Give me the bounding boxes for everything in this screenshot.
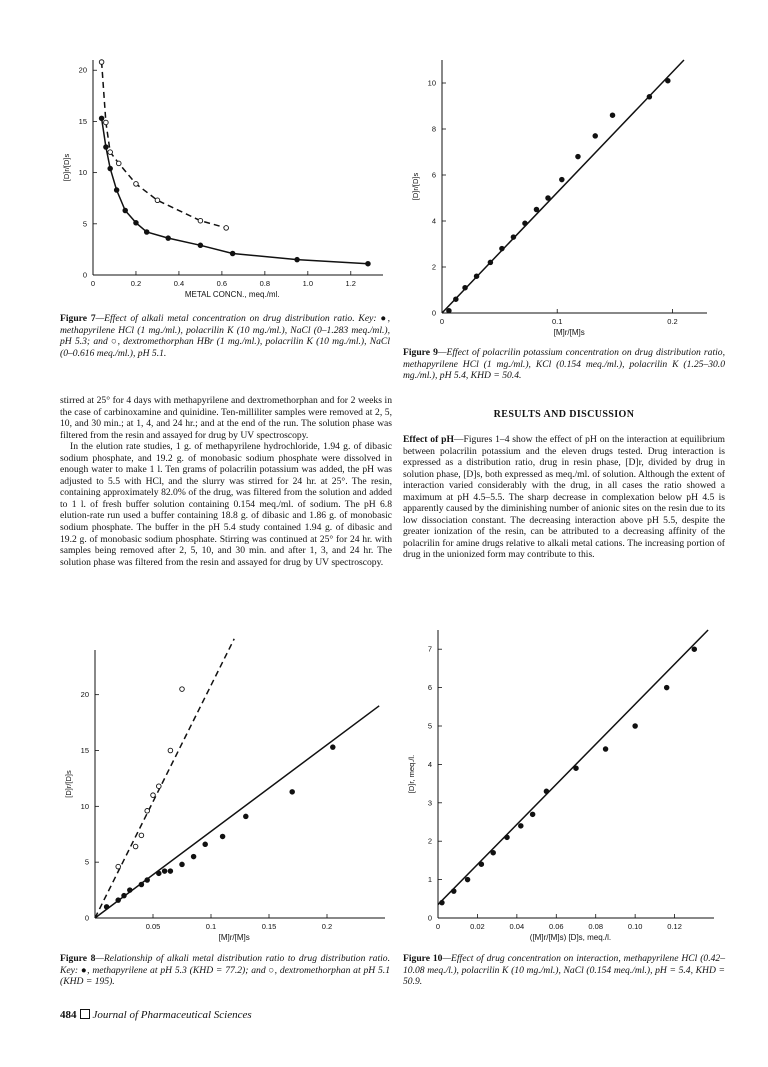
journal-name: Journal of Pharmaceutical Sciences [92, 1009, 252, 1021]
y-tick-label: 3 [427, 798, 432, 808]
data-point-series-1 [191, 854, 196, 859]
section-heading: RESULTS AND DISCUSSION [493, 409, 635, 420]
data-point-series-1 [666, 78, 671, 83]
subhead-effect-of-ph: Effect of pH [403, 434, 454, 445]
data-point-series-2 [145, 809, 150, 814]
figure-8-chart [55, 640, 395, 945]
data-point-series-1 [162, 869, 167, 874]
y-tick-label: 20 [78, 65, 87, 75]
data-point-series-1 [610, 113, 615, 118]
data-point-series-2 [133, 844, 138, 849]
data-point-series-1 [180, 862, 185, 867]
y-axis-label: [D]r, meq./l. [407, 754, 416, 794]
data-point-series-1 [560, 177, 565, 182]
data-point-series-1 [104, 905, 109, 910]
y-tick-label: 20 [80, 690, 89, 700]
data-point-series-1 [203, 842, 208, 847]
y-tick-label: 0 [431, 308, 436, 318]
data-point-series-1 [463, 285, 468, 290]
data-point-series-1 [544, 789, 549, 794]
data-point-series-2 [104, 120, 109, 125]
figure-8-caption-text: —Relationship of alkali metal distribution ratio to drug distribution ratio. Key: ●, methapyrilene at pH 5.3 (KHD = 77.2); and ○, dextromethorphan at pH 5.1 (KHD = 195). [60, 953, 390, 988]
figure-10-caption [403, 953, 725, 988]
data-point-series-1 [593, 134, 598, 139]
data-point-series-1 [116, 898, 121, 903]
y-tick-label: 10 [80, 801, 89, 811]
data-point-series-1 [114, 188, 119, 193]
y-tick-label: 2 [431, 262, 436, 272]
data-point-series-1 [603, 747, 608, 752]
data-point-series-1 [166, 236, 171, 241]
data-point-series-2 [116, 864, 121, 869]
y-tick-label: 8 [431, 124, 436, 134]
page-number: 484 [60, 1009, 77, 1021]
page-footer [60, 1009, 252, 1021]
data-point-series-1 [295, 257, 300, 262]
y-tick-label: 2 [427, 836, 432, 846]
data-point-series-2 [157, 784, 162, 789]
data-point-series-1 [451, 889, 456, 894]
y-tick-label: 7 [427, 644, 432, 654]
data-point-series-1 [145, 878, 150, 883]
data-point-series-1 [157, 871, 162, 876]
data-point-series-1 [500, 246, 505, 251]
data-point-series-1 [230, 251, 235, 256]
data-point-series-1 [144, 230, 149, 235]
data-point-series-2 [168, 748, 173, 753]
y-tick-label: 0 [84, 913, 89, 923]
data-point-series-1 [523, 221, 528, 226]
x-tick-label: 0 [439, 317, 445, 326]
left-paragraph-2: In the elution rate studies, 1 g. of methapyrilene hydrochloride, 1.94 g. of dibasic sodium phosphate, and 19.2 g. of monobasic sodium phosphate were dissolved in enough water to make 1 l. Ten grams of polacrilin potassium was added, the pH was adjusted to 5.5 with HCl, and the slurry was stirred for 24 hr. at 25°. The resin, containing approximately 82.0% of the drug, was filtered from the solution and added to 1 l. of fresh buffer solution containing 0.154 meq./ml. of sodium. The pH 6.8 elution-rate run used a buffer containing 18.8 g. of dibasic and 1.86 g. of monobasic sodium phosphate. The buffer in the pH 5.4 study contained 1.94 g. of dibasic and 19.2 g. of monobasic sodium phosphate. Stirring was continued at 25° for 24 hr. with samples being removed after 2, 5, 10, and 30 min. and after 1, 3, and 24 hr. The solution phase was filtered from the resin and assayed for drug by UV spectroscopy. [60, 441, 392, 568]
right-paragraph-1-text: —Figures 1–4 show the effect of pH on the interaction at equilibrium between polacrilin potassium and the eleven drugs tested. Drug interaction is expressed as a distribution ratio, drug in resin phase, [D]r, divided by drug in solution phase, [D]s, both expressed as meq./ml. of solution. Although the extent of interaction varied considerably with the drug, in all cases the ratio showed a maximum at pH 4.5–5.5. The sharp decrease in complexation below pH 4.5 is apparently caused by the diminishing number of anionic sites on the resin due to its low dissociation constant. The decreasing interaction above pH 5.5, despite the greater ionization of the resin, can be attributed to a decreasing affinity of the polacrilin for amine drugs relative to alkali metal cations. The increasing portion of drug in the unionized form may contribute to this. [403, 434, 725, 561]
x-tick-label: 0.02 [470, 922, 485, 931]
fit-line-series-2 [95, 639, 234, 918]
data-point-series-1 [123, 208, 128, 213]
curve-series-1 [102, 118, 368, 263]
figure-7-chart [55, 50, 395, 310]
x-tick-label: 0.05 [145, 922, 161, 931]
figure-8-label: Figure 8 [60, 953, 96, 964]
y-axis-label: [D]r/[D]s [62, 153, 71, 182]
data-point-series-1 [447, 308, 452, 313]
x-tick-label: 0.1 [205, 922, 217, 931]
x-tick-label: 1.0 [302, 279, 314, 288]
data-point-series-2 [99, 60, 104, 65]
x-tick-label: 0.4 [173, 279, 185, 288]
data-point-series-1 [633, 724, 638, 729]
x-tick-label: 0.2 [130, 279, 142, 288]
fit-line-series-1 [438, 630, 708, 905]
data-point-series-2 [139, 833, 144, 838]
data-point-series-1 [220, 834, 225, 839]
square-ornament-icon [80, 1009, 90, 1019]
x-tick-label: 0.2 [667, 317, 678, 326]
data-point-series-1 [198, 243, 203, 248]
data-point-series-1 [440, 900, 445, 905]
data-point-series-1 [574, 766, 579, 771]
y-tick-label: 5 [427, 721, 432, 731]
figure-9-label: Figure 9 [403, 347, 438, 358]
y-tick-label: 0 [82, 270, 87, 280]
figure-9-caption [403, 347, 725, 382]
data-point-series-2 [180, 687, 185, 692]
y-tick-label: 4 [431, 216, 436, 226]
x-tick-label: 0.15 [261, 922, 277, 931]
x-tick-label: 0 [435, 922, 441, 931]
x-tick-label: 0.08 [588, 922, 604, 931]
x-axis-label: [M]r/[M]s [218, 933, 250, 942]
y-axis-label: [D]r/[D]s [64, 770, 73, 798]
data-point-series-1 [465, 877, 470, 882]
x-tick-label: 0 [90, 279, 96, 288]
x-axis-label: METAL CONCN., meq./ml. [184, 290, 280, 299]
x-tick-label: 0.10 [627, 922, 643, 931]
data-point-series-1 [488, 260, 493, 265]
data-point-series-1 [134, 220, 139, 225]
curve-series-2 [102, 62, 227, 228]
data-point-series-1 [534, 207, 539, 212]
data-point-series-1 [139, 882, 144, 887]
data-point-series-1 [168, 869, 173, 874]
fit-line-series-1 [95, 706, 379, 918]
x-axis-label: ([M]r/[M]s) [D]s, meq./l. [529, 933, 612, 942]
x-tick-label: 0.8 [259, 279, 271, 288]
x-tick-label: 0.12 [667, 922, 682, 931]
x-tick-label: 0.2 [321, 922, 333, 931]
data-point-series-1 [104, 145, 109, 150]
data-point-series-1 [576, 154, 581, 159]
figure-8-caption [60, 953, 390, 988]
y-tick-label: 15 [78, 116, 87, 126]
y-tick-label: 15 [80, 746, 89, 755]
figure-10-chart [398, 615, 728, 945]
data-point-series-1 [474, 274, 479, 279]
data-point-series-1 [244, 814, 249, 819]
y-tick-label: 10 [78, 168, 87, 178]
data-point-series-2 [155, 198, 160, 203]
data-point-series-1 [366, 261, 371, 266]
right-paragraph-1 [403, 434, 725, 561]
y-tick-label: 5 [82, 219, 87, 229]
y-tick-label: 10 [427, 78, 436, 88]
figure-10-label: Figure 10 [403, 953, 443, 964]
right-column-text [403, 434, 725, 561]
x-tick-label: 0.06 [548, 922, 564, 931]
y-tick-label: 5 [84, 857, 89, 867]
y-axis-label: [D]r/[D]s [411, 172, 420, 201]
data-point-series-1 [519, 824, 524, 829]
x-tick-label: 1.2 [345, 279, 356, 288]
y-tick-label: 6 [431, 170, 436, 180]
data-point-series-1 [692, 647, 697, 652]
data-point-series-1 [108, 166, 113, 171]
figure-7-caption [60, 313, 390, 359]
data-point-series-1 [511, 235, 516, 240]
figure-7-caption-text: —Effect of alkali metal concentration on drug distribution ratio. Key: ●, methapyrilene HCl (1 mg./ml.), polacrilin K (10 mg./ml.), NaCl (0–1.283 meq./ml.), pH 5.3; and ○, dextromethorphan HBr (1 mg./ml.), polacrilin K (10 mg./ml.), NaCl (0–0.616 meq./ml.), pH 5.1. [60, 313, 390, 359]
data-point-series-1 [491, 850, 496, 855]
data-point-series-2 [134, 182, 139, 187]
y-tick-label: 4 [427, 759, 432, 769]
data-point-series-2 [198, 218, 203, 223]
data-point-series-1 [546, 196, 551, 201]
data-point-series-1 [647, 95, 652, 100]
figure-10-caption-text: —Effect of drug concentration on interaction, methapyrilene HCl (0.42–10.08 meq./l.), polacrilin K (10 mg./ml.), NaCl (0.154 meq./ml.), pH = 5.4, KHD = 50.9. [403, 953, 725, 988]
y-tick-label: 6 [427, 683, 432, 693]
data-point-series-2 [116, 161, 121, 166]
figure-9-chart [398, 50, 728, 345]
data-point-series-1 [454, 297, 459, 302]
data-point-series-1 [99, 116, 104, 121]
data-point-series-1 [664, 685, 669, 690]
x-tick-label: 0.04 [509, 922, 525, 931]
figure-7-label: Figure 7 [60, 313, 96, 324]
data-point-series-2 [108, 150, 113, 155]
data-point-series-2 [224, 226, 229, 231]
data-point-series-2 [151, 793, 156, 798]
y-tick-label: 1 [427, 875, 432, 885]
x-tick-label: 0.1 [551, 317, 563, 326]
data-point-series-1 [128, 888, 133, 893]
data-point-series-1 [122, 893, 127, 898]
data-point-series-1 [290, 790, 295, 795]
x-tick-label: 0.6 [216, 279, 228, 288]
left-column-text [60, 395, 392, 568]
data-point-series-1 [479, 862, 484, 867]
data-point-series-1 [505, 835, 510, 840]
left-paragraph-1: stirred at 25° for 4 days with methapyrilene and dextromethorphan and for 2 weeks in the case of carbinoxamine and quinidine. Ten-milliliter samples were removed at 2, 5, 10, and 30 min.; at 1, 4, and 24 hr.; and at the end of the run. The solution phase was filtered from the resin and assayed for drug by UV spectroscopy. [60, 395, 392, 441]
figure-9-caption-text: —Effect of polacrilin potassium concentration on drug distribution ratio, methapyrilene HCl (1 mg./ml.), KCl (0.154 meq./ml.), polacrilin K (1.25–30.0 mg./ml.), pH 5.4, KHD = 50.4. [403, 347, 725, 382]
x-axis-label: [M]r/[M]s [553, 328, 585, 337]
data-point-series-1 [530, 812, 535, 817]
y-tick-label: 0 [427, 913, 432, 923]
data-point-series-1 [331, 745, 336, 750]
